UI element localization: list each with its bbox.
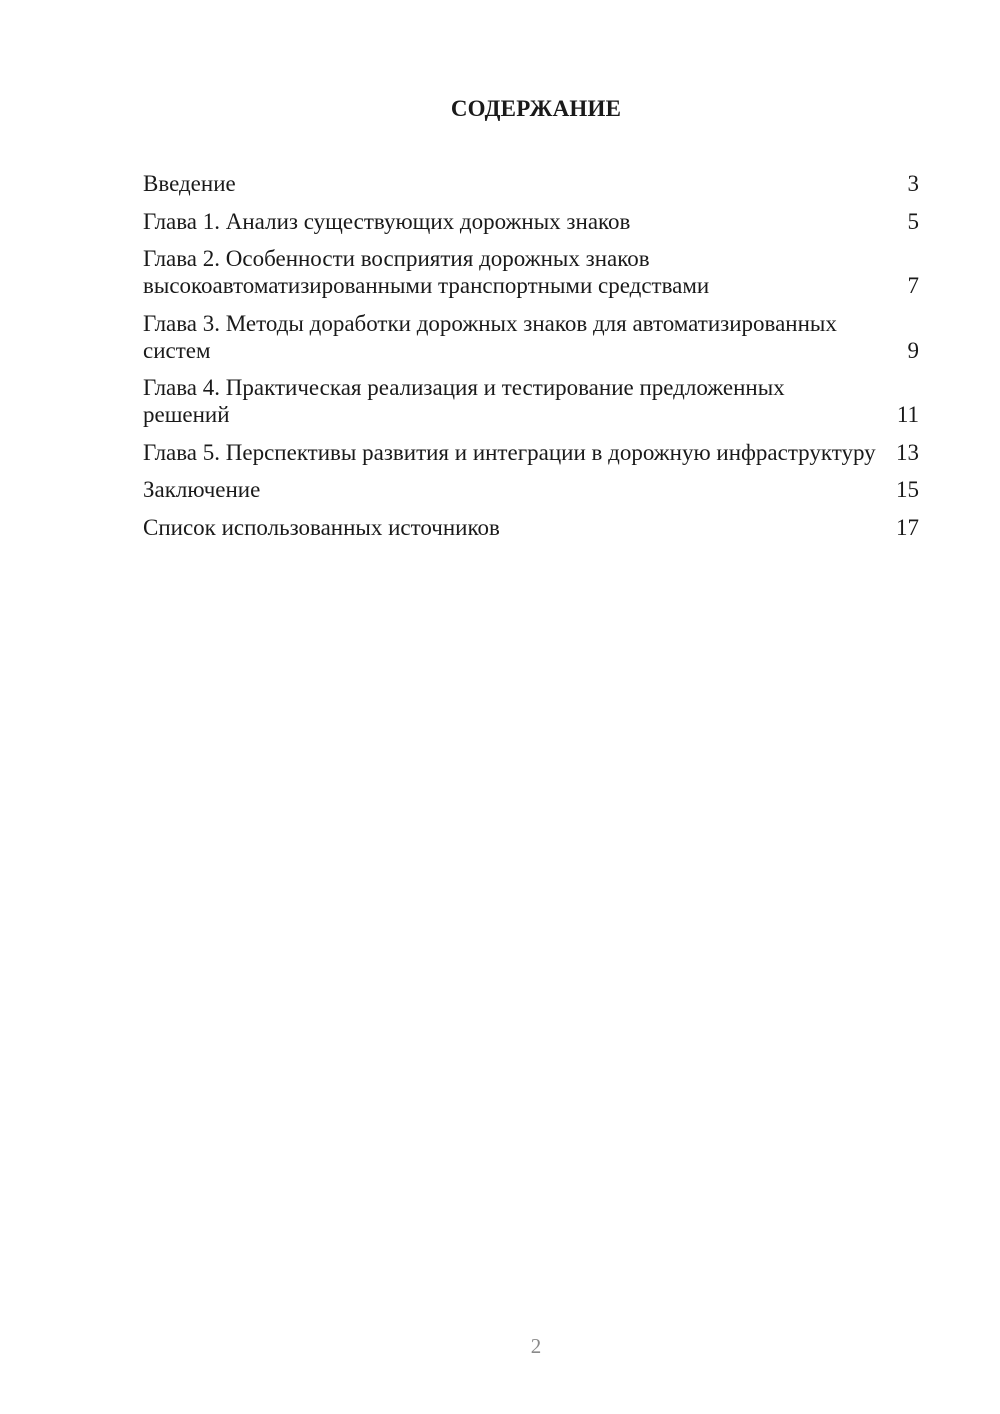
toc-item-references xyxy=(143,514,919,541)
toc-item-page: 15 xyxy=(896,477,919,502)
toc-item-text: Введение xyxy=(143,171,236,196)
toc-item-text: Глава 3. Методы доработки дорожных знаков для автоматизированных систем xyxy=(143,310,837,363)
toc-item-chapter-2 xyxy=(143,245,919,299)
toc-item-page: 13 xyxy=(896,439,919,465)
toc-item-text: Глава 2. Особенности восприятия дорожных знаков высокоавтоматизированными транспортными средствами xyxy=(143,246,710,298)
toc-item-page: 9 xyxy=(907,337,919,363)
toc-item-text: Глава 1. Анализ существующих дорожных знаков xyxy=(143,208,631,234)
toc-item-chapter-1 xyxy=(143,208,919,235)
toc-item-text: Глава 5. Перспективы развития и интеграции в дорожную инфраструктуру xyxy=(143,439,876,465)
toc-item-chapter-4 xyxy=(143,374,919,428)
toc-item-text: Заключение xyxy=(143,477,261,502)
toc-item-chapter-3 xyxy=(143,310,919,364)
toc-item-page: 11 xyxy=(896,402,919,427)
toc-item-chapter-5 xyxy=(143,439,919,466)
toc-item-text: Список использованных источников xyxy=(143,514,500,540)
toc-item-introduction xyxy=(143,170,919,197)
toc-item-page: 3 xyxy=(907,171,919,196)
toc-item-text: Глава 4. Практическая реализация и тестирование предложенных решений xyxy=(143,375,785,427)
table-of-contents xyxy=(143,170,919,551)
toc-item-page: 17 xyxy=(896,514,919,540)
toc-item-conclusion xyxy=(143,476,919,503)
page-number: 2 xyxy=(530,1334,542,1358)
toc-item-page: 5 xyxy=(907,208,919,234)
page-title: СОДЕРЖАНИЕ xyxy=(450,96,622,121)
toc-item-page: 7 xyxy=(907,273,919,298)
